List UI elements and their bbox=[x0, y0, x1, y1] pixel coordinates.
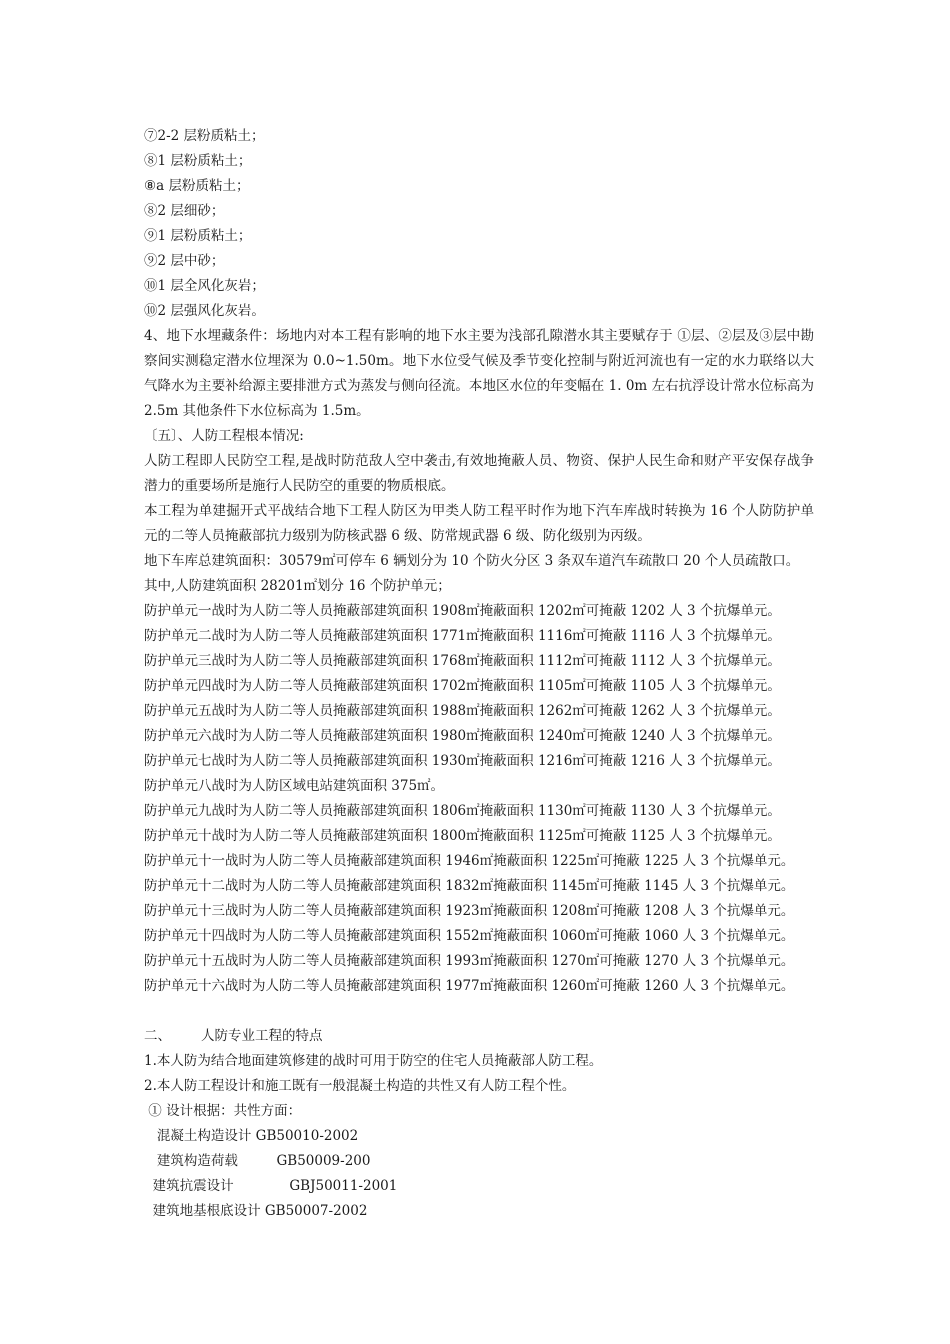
strata-item: ⑧2 层细砂； bbox=[144, 203, 225, 219]
protection-unit-item: 防护单元三战时为人防二等人员掩蔽部建筑面积 1768㎡掩蔽面积 1112㎡可掩蔽 1112 人 3 个抗爆单元。 bbox=[144, 653, 781, 669]
protection-unit-list bbox=[144, 599, 814, 999]
protection-unit-item: 防护单元十四战时为人防二等人员掩蔽部建筑面积 1552㎡掩蔽面积 1060㎡可掩蔽 1060 人 3 个抗爆单元。 bbox=[144, 928, 795, 944]
protection-unit-item: 防护单元五战时为人防二等人员掩蔽部建筑面积 1988㎡掩蔽面积 1262㎡可掩蔽 1262 人 3 个抗爆单元。 bbox=[144, 703, 781, 719]
feature-item: 1.本人防为结合地面建筑修建的战时可用于防空的住宅人员掩蔽部人防工程。 bbox=[144, 1053, 603, 1069]
strata-item: ⑧a 层粉质粘土； bbox=[144, 178, 250, 194]
civil-defense-area-line: 其中,人防建筑面积 28201㎡划分 16 个防护单元； bbox=[144, 578, 451, 594]
strata-item: ⑨1 层粉质粘土； bbox=[144, 228, 252, 244]
protection-unit-item: 防护单元六战时为人防二等人员掩蔽部建筑面积 1980㎡掩蔽面积 1240㎡可掩蔽 1240 人 3 个抗爆单元。 bbox=[144, 728, 781, 744]
strata-item: ⑩2 层强风化灰岩。 bbox=[144, 303, 265, 319]
spacer bbox=[144, 999, 814, 1024]
protection-unit-item: 防护单元九战时为人防二等人员掩蔽部建筑面积 1806㎡掩蔽面积 1130㎡可掩蔽 1130 人 3 个抗爆单元。 bbox=[144, 803, 781, 819]
standard-item: 建筑构造荷载 GB50009-200 bbox=[144, 1153, 371, 1169]
protection-unit-item: 防护单元十二战时为人防二等人员掩蔽部建筑面积 1832㎡掩蔽面积 1145㎡可掩蔽 1145 人 3 个抗爆单元。 bbox=[144, 878, 795, 894]
strata-list bbox=[144, 124, 814, 324]
protection-unit-item: 防护单元八战时为人防区域电站建筑面积 375㎡。 bbox=[144, 778, 445, 794]
strata-item: ⑧1 层粉质粘土； bbox=[144, 153, 252, 169]
feature-item: 2.本人防工程设计和施工既有一般混凝土构造的共性又有人防工程个性。 bbox=[144, 1078, 576, 1094]
section5-heading: 〔五〕、人防工程根本情况: bbox=[144, 428, 304, 444]
strata-item: ⑨2 层中砂； bbox=[144, 253, 225, 269]
groundwater-paragraph: 4、地下水埋藏条件：场地内对本工程有影响的地下水主要为浅部孔隙潜水其主要赋存于 ①层、②层及③层中勘察间实测稳定潜水位埋深为 0.0~1.50m。地下水位受气候及季节变化控制与附近河流也有一定的水力联络以大气降水为主要补给源主要排泄方式为蒸发与侧向径流。本地区水位的年变幅在 1. 0m 左右抗浮设计常水位标高为 2.5m 其他条件下水位标高为 1.5m。 bbox=[144, 328, 814, 419]
intro-paragraph-1: 人防工程即人民防空工程,是战时防范敌人空中袭击,有效地掩蔽人员、物资、保护人民生命和财产平安保存战争潜力的重要场所是施行人民防空的重要的物质根底。 bbox=[144, 453, 814, 494]
intro-paragraph-2: 本工程为单建掘开式平战结合地下工程人防区为甲类人防工程平时作为地下汽车库战时转换为 16 个人防防护单元的二等人员掩蔽部抗力级别为防核武器 6 级、防常规武器 6 级、防化级别为丙级。 bbox=[144, 503, 814, 544]
protection-unit-item: 防护单元四战时为人防二等人员掩蔽部建筑面积 1702㎡掩蔽面积 1105㎡可掩蔽 1105 人 3 个抗爆单元。 bbox=[144, 678, 781, 694]
protection-unit-item: 防护单元十六战时为人防二等人员掩蔽部建筑面积 1977㎡掩蔽面积 1260㎡可掩蔽 1260 人 3 个抗爆单元。 bbox=[144, 978, 795, 994]
section2-heading: 二、 人防专业工程的特点 bbox=[144, 1028, 323, 1044]
protection-unit-item: 防护单元二战时为人防二等人员掩蔽部建筑面积 1771㎡掩蔽面积 1116㎡可掩蔽 1116 人 3 个抗爆单元。 bbox=[144, 628, 781, 644]
protection-unit-item: 防护单元十一战时为人防二等人员掩蔽部建筑面积 1946㎡掩蔽面积 1225㎡可掩蔽 1225 人 3 个抗爆单元。 bbox=[144, 853, 795, 869]
standards-list bbox=[144, 1124, 814, 1224]
protection-unit-item: 防护单元十战时为人防二等人员掩蔽部建筑面积 1800㎡掩蔽面积 1125㎡可掩蔽 1125 人 3 个抗爆单元。 bbox=[144, 828, 781, 844]
protection-unit-item: 防护单元七战时为人防二等人员掩蔽部建筑面积 1930㎡掩蔽面积 1216㎡可掩蔽 1216 人 3 个抗爆单元。 bbox=[144, 753, 781, 769]
protection-unit-item: 防护单元十三战时为人防二等人员掩蔽部建筑面积 1923㎡掩蔽面积 1208㎡可掩蔽 1208 人 3 个抗爆单元。 bbox=[144, 903, 795, 919]
strata-item: ⑦2-2 层粉质粘土； bbox=[144, 128, 265, 144]
garage-area-line: 地下车库总建筑面积：30579㎡可停车 6 辆划分为 10 个防火分区 3 条双车道汽车疏散口 20 个人员疏散口。 bbox=[144, 553, 800, 569]
standard-item: 建筑抗震设计 GBJ50011-2001 bbox=[144, 1178, 398, 1194]
protection-unit-item: 防护单元十五战时为人防二等人员掩蔽部建筑面积 1993㎡掩蔽面积 1270㎡可掩蔽 1270 人 3 个抗爆单元。 bbox=[144, 953, 795, 969]
document-body bbox=[144, 124, 814, 1224]
protection-unit-item: 防护单元一战时为人防二等人员掩蔽部建筑面积 1908㎡掩蔽面积 1202㎡可掩蔽 1202 人 3 个抗爆单元。 bbox=[144, 603, 781, 619]
standard-item: 混凝土构造设计 GB50010-2002 bbox=[144, 1128, 359, 1144]
strata-item: ⑩1 层全风化灰岩； bbox=[144, 278, 265, 294]
standard-item: 建筑地基根底设计 GB50007-2002 bbox=[144, 1203, 368, 1219]
design-basis-heading: ① 设计根据：共性方面： bbox=[144, 1103, 302, 1119]
